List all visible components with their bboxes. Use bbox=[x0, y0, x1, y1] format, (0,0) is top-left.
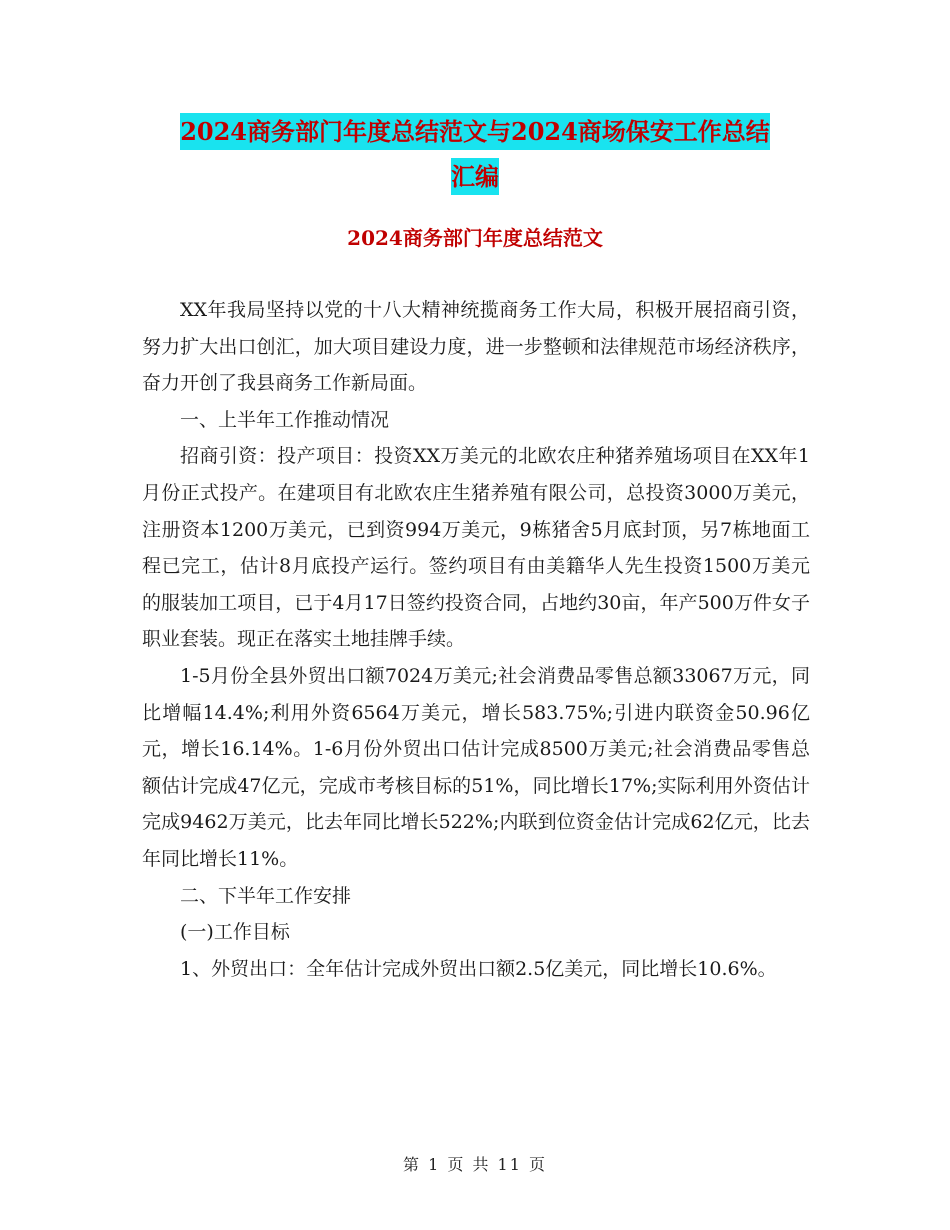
heading-first-half: 一、上半年工作推动情况 bbox=[180, 408, 390, 431]
paragraph-export-goal: 1、外贸出口：全年估计完成外贸出口额2.5亿美元，同比增长10.6%。 bbox=[180, 957, 777, 980]
paragraph-intro: XX年我局坚持以党的十八大精神统揽商务工作大局，积极开展招商引资，努力扩大出口创汇，加大项目建设力度，进一步整顿和法律规范市场经济秩序，奋力开创了我县商务工作新局面。 bbox=[142, 299, 810, 395]
heading-work-goals: (一)工作目标 bbox=[180, 921, 290, 944]
paragraph-statistics: 1-5月份全县外贸出口额7024万美元;社会消费品零售总额33067万元，同比增幅14.4%;利用外资6564万美元，增长583.75%;引进内联资金50.96亿元，增长16.14%。1-6月份外贸出口估计完成8500万美元;社会消费品零售总额估计完成47亿元，完成市考核目标的51%，同比增长17%;实际利用外资估计完成9462万美元，比去年同比增长522%;内联到位资金估计完成62亿元，比去年同比增长11%。 bbox=[142, 664, 810, 870]
paragraph-investment: 招商引资：投产项目：投资XX万美元的北欧农庄种猪养殖场项目在XX年1月份正式投产。在建项目有北欧农庄生猪养殖有限公司，总投资3000万美元，注册资本1200万美元，已到资994万美元，9栋猪舍5月底封顶，另7栋地面工程已完工，估计8月底投产运行。签约项目有由美籍华人先生投资1500万美元的服装加工项目，已于4月17日签约投资合同，占地约30亩，年产500万件女子职业套装。现正在落实土地挂牌手续。 bbox=[142, 445, 810, 651]
document-title-line-1 bbox=[0, 112, 950, 147]
document-body bbox=[142, 292, 810, 987]
page-footer: 第 1 页 共 11 页 bbox=[403, 1155, 547, 1174]
document-title-text-1: 2024商务部门年度总结范文与2024商场保安工作总结 bbox=[180, 113, 770, 150]
heading-second-half: 二、下半年工作安排 bbox=[180, 884, 352, 907]
document-title-line-2 bbox=[0, 157, 950, 192]
document-title-text-2: 汇编 bbox=[451, 158, 499, 195]
section-title: 2024商务部门年度总结范文 bbox=[347, 226, 603, 250]
